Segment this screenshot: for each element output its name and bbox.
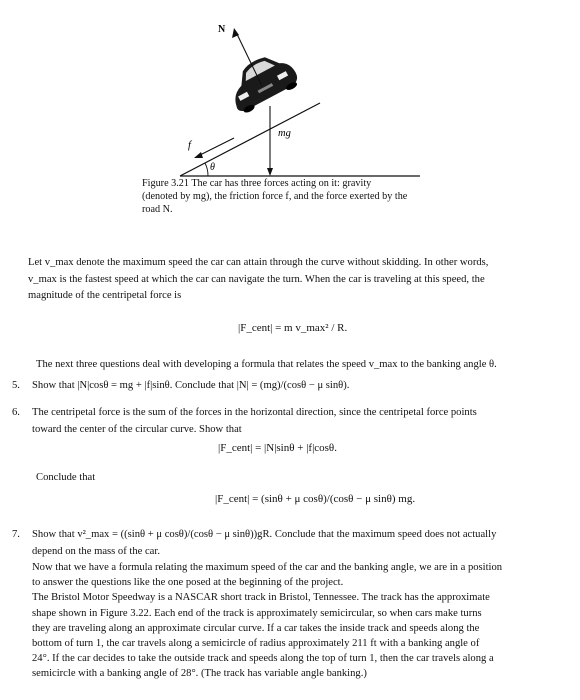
closing-paragraph [32,560,572,682]
label-N: N [218,24,226,35]
figure-caption [142,177,442,216]
closing-line-4: shape shown in Figure 3.22. Each end of the track is approximately semicircular, so when cars make turns [32,607,482,619]
intro-line-3: magnitude of the centripetal force is [28,290,182,301]
equation-f-cent-sum: |F_cent| = |N|sinθ + |f|cosθ. [218,442,337,454]
car-icon [221,46,301,116]
label-f: f [188,140,191,151]
closing-line-6: bottom of turn 1, the car travels along a semicircle of radius approximately 211 ft with a banking angle of [32,638,480,650]
incline-line [180,103,320,176]
paragraph-banking-angle: The next three questions deal with developing a formula that relates the speed v_max to the banking angle θ. [36,359,497,370]
label-theta: θ [210,162,215,173]
intro-line-2: v_max is the fastest speed at which the car can navigate the turn. When the car is traveling at this speed, the [28,273,485,285]
question-7-line-1: Show that v²_max = ((sinθ + μ cosθ)/(cosθ − μ sinθ))gR. Conclude that the maximum speed does not actually [32,529,497,540]
question-7-line-2: depend on the mass of the car. [32,545,160,557]
angle-arc [205,163,208,176]
question-6-line-1: The centripetal force is the sum of the forces in the horizontal direction, since the centripetal force points [32,407,477,418]
equation-centripetal: |F_cent| = m v_max² / R. [238,322,348,334]
equation-f-cent-fraction: |F_cent| = (sinθ + μ cosθ)/(cosθ − μ sinθ) mg. [215,493,416,505]
intro-line-1: Let v_max denote the maximum speed the car can attain through the curve without skidding. In other words, [28,257,489,268]
gravity-arrowhead [267,168,273,176]
label-mg: mg [278,128,291,139]
friction-arrow [198,138,234,156]
closing-line-7: 24°. If the car decides to take the outside track and speeds along the top of turn 1, then the car travels along a [32,653,494,665]
intro-paragraph [28,255,568,305]
question-6-line-2: toward the center of the circular curve. Show that [32,423,242,435]
closing-line-1: Now that we have a formula relating the maximum speed of the car and the banking angle, we are in a position [32,562,503,573]
question-7-number: 7. [12,529,20,540]
question-7-text [32,527,572,560]
banked-car-figure [150,10,430,180]
question-5-number: 5. [12,380,20,391]
friction-arrowhead [194,152,203,158]
closing-line-3: The Bristol Motor Speedway is a NASCAR short track in Bristol, Tennessee. The track has the approximate [32,592,490,604]
question-5-text: Show that |N|cosθ = mg + |f|sinθ. Conclude that |N| = (mg)/(cosθ − μ sinθ). [32,380,350,391]
caption-line-1: Figure 3.21 The car has three forces acting on it: gravity [142,178,372,189]
closing-line-8: semicircle with a banking angle of 28°. (The track has variable angle banking.) [32,668,367,680]
caption-line-3: road N. [142,204,173,215]
caption-line-2: (denoted by mg), the friction force f, and the force exerted by the [142,191,408,202]
question-6-text [32,405,572,438]
question-6-number: 6. [12,407,20,418]
closing-line-2: to answer the questions like the one posed at the beginning of the project. [32,577,344,589]
closing-line-5: they are traveling along an approximate circular curve. If a car takes the inside track and speeds along the [32,622,480,634]
conclude-that-label: Conclude that [36,472,96,483]
